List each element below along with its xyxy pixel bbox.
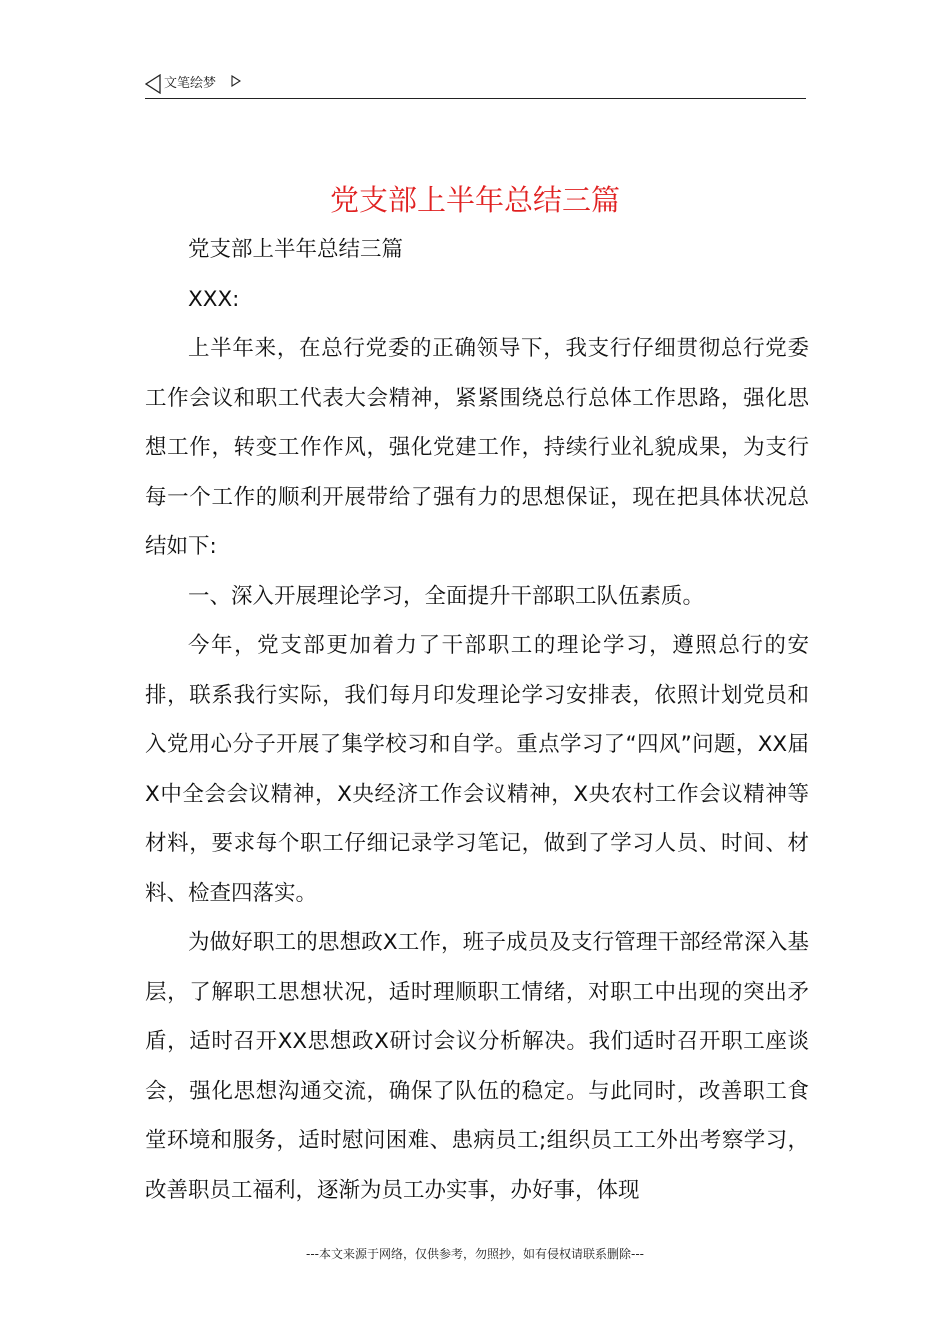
paragraph-ideology: 为做好职工的思想政X工作，班子成员及支行管理干部经常深入基层，了解职工思想状况，适时理顺职工情绪，对职工中出现的突出矛盾，适时召开XX思想政X研讨会议分析解决。我们适时召开职工座谈会，强化思想沟通交流，确保了队伍的稳定。与此同时，改善职工食堂环境和服务，适时慰问困难、患病员工;组织员工工外出考察学习，改善职员工福利，逐渐为员工办实事，办好事，体现 (145, 930, 809, 1203)
paragraph-subtitle: 党支部上半年总结三篇 (188, 237, 404, 262)
page-header (145, 72, 806, 99)
document-body (145, 225, 809, 1215)
paragraph-study: 今年，党支部更加着力了干部职工的理论学习，遵照总行的安排，联系我行实际，我们每月印发理论学习安排表，依照计划党员和入党用心分子开展了集学校习和自学。重点学习了“四风”问题，XX届X中全会会议精神，X央经济工作会议精神，X央农村工作会议精神等材料，要求每个职工仔细记录学习笔记，做到了学习人员、时间、材料、检查四落实。 (145, 633, 809, 906)
footer-notice: ---本文来源于网络，仅供参考，勿照抄，如有侵权请联系删除--- (306, 1247, 644, 1261)
triangle-left-icon (145, 74, 161, 94)
paragraph-intro: 上半年来，在总行党委的正确领导下，我支行仔细贯彻总行党委工作会议和职工代表大会精神，紧紧围绕总行总体工作思路，强化思想工作，转变工作作风，强化党建工作，持续行业礼貌成果，为支行每一个工作的顺利开展带给了强有力的思想保证，现在把具体状况总结如下: (145, 336, 809, 559)
triangle-right-icon (231, 75, 241, 87)
document-title: 党支部上半年总结三篇 (329, 183, 620, 217)
header-brand: 文笔绘梦 (164, 76, 217, 91)
paragraph-salutation: XXX: (188, 286, 240, 312)
section-heading-1: 一、深入开展理论学习，全面提升干部职工队伍素质。 (188, 583, 705, 609)
